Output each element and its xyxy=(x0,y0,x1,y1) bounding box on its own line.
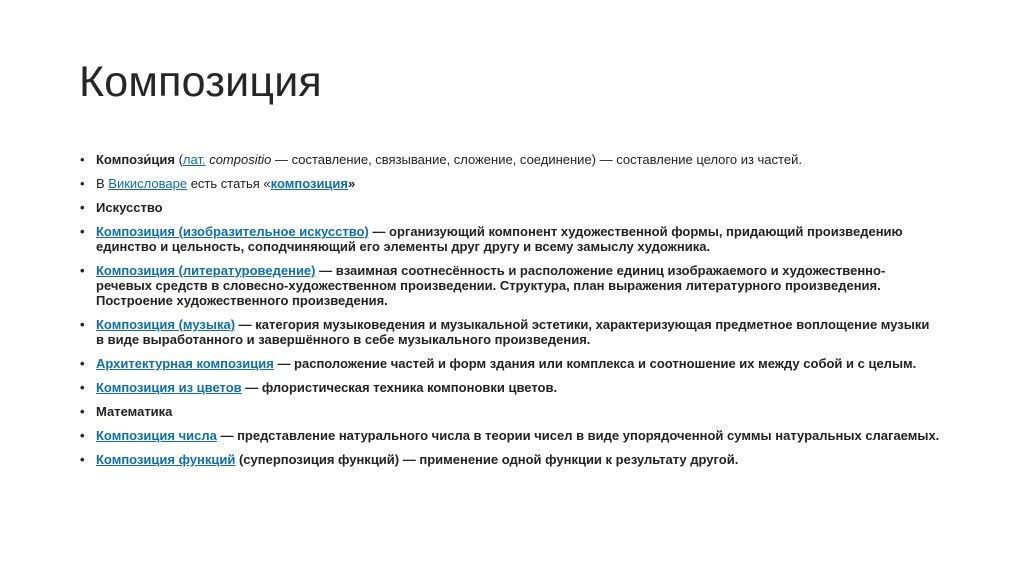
text: — представление натурального числа в теории чисел в виде упорядоченной суммы натуральных слагаемых. xyxy=(216,428,940,443)
slide-title: Композиция xyxy=(79,58,322,106)
list-item xyxy=(80,176,940,191)
text: — категория музыковедения и музыкальной эстетики, характеризующая предметное воплощение музыки в виде выработанного и завершённого в себе музыкального произведения. xyxy=(96,317,930,347)
bullet-marker: • xyxy=(80,428,85,443)
list-item xyxy=(80,317,940,347)
term: Компози́ция xyxy=(96,152,175,167)
text: — расположение частей и форм здания или комплекса и соотношение их между собой и с целым. xyxy=(273,356,917,371)
bullet-marker: • xyxy=(80,452,85,467)
list-item xyxy=(80,404,940,419)
bullet-marker: • xyxy=(80,224,85,239)
bullet-marker: • xyxy=(80,356,85,371)
link-architectural-composition[interactable]: Архитектурная композиция xyxy=(96,356,274,371)
text: ( xyxy=(174,152,183,167)
link-composition-music[interactable]: Композиция (музыка) xyxy=(96,317,236,332)
text: В xyxy=(96,176,109,191)
link-flower-composition[interactable]: Композиция из цветов xyxy=(96,380,242,395)
section-heading: Математика xyxy=(96,404,173,419)
list-item xyxy=(80,263,940,308)
text: (суперпозиция функций) — применение одной функции к результату другой. xyxy=(235,452,739,467)
link-lat[interactable]: лат. xyxy=(182,152,206,167)
text: — флористическая техника компоновки цветов. xyxy=(241,380,558,395)
latin-word: compositio xyxy=(209,152,272,167)
list-item xyxy=(80,428,940,443)
bullet-marker: • xyxy=(80,176,85,191)
bullet-marker: • xyxy=(80,200,85,215)
bullet-marker: • xyxy=(80,404,85,419)
bullet-list xyxy=(80,152,940,476)
link-composition-visual-art[interactable]: Композиция (изобразительное искусство) xyxy=(96,224,369,239)
list-item xyxy=(80,452,940,467)
bullet-marker: • xyxy=(80,152,85,167)
text: — взаимная соотнесённость и расположение единиц изображаемого и художественно-речевых средств в словесно-художественном произведении. Структура, план выражения литературного произведения. Построение художественного произведения. xyxy=(96,263,886,308)
list-item xyxy=(80,356,940,371)
list-item xyxy=(80,380,940,395)
text: » xyxy=(348,176,356,191)
list-item xyxy=(80,200,940,215)
list-item xyxy=(80,152,940,167)
text: есть статья « xyxy=(187,176,271,191)
bullet-marker: • xyxy=(80,263,85,278)
list-item xyxy=(80,224,940,254)
text: — составление, связывание, сложение, соединение) — составление целого из частей. xyxy=(271,152,802,167)
link-wiktionary[interactable]: Викисловаре xyxy=(108,176,188,191)
link-composition-literature[interactable]: Композиция (литературоведение) xyxy=(96,263,316,278)
section-heading: Искусство xyxy=(96,200,163,215)
bullet-marker: • xyxy=(80,317,85,332)
bullet-marker: • xyxy=(80,380,85,395)
link-composition[interactable]: композиция xyxy=(270,176,349,191)
link-integer-composition[interactable]: Композиция числа xyxy=(96,428,217,443)
text: — организующий компонент художественной формы, придающий произведению единство и цельность, соподчиняющий его элементы друг другу и всему замыслу художника. xyxy=(96,224,903,254)
link-function-composition[interactable]: Композиция функций xyxy=(96,452,236,467)
